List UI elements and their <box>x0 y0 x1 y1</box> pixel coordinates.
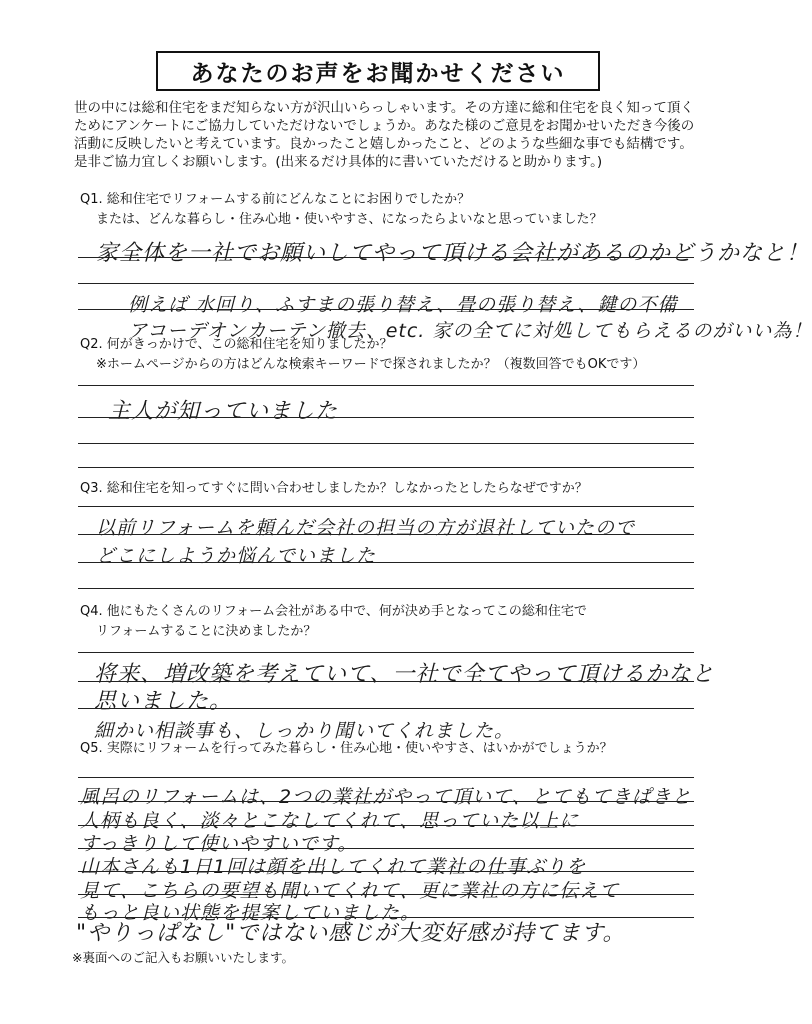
answer-rule <box>78 708 694 709</box>
answer-rule <box>78 801 694 802</box>
q5-answer-line: もっと良い状態を提案していました。 <box>80 902 421 924</box>
q3-question: Q3. 総和住宅を知ってすぐに問い合わせしましたか？しなかったとしたらなぜですか？ <box>80 481 588 496</box>
answer-rule <box>78 443 694 444</box>
q4-answer-line: 細かい相談事も、しっかり聞いてくれました。 <box>94 720 515 742</box>
page-title: あなたのお声をお聞かせください <box>156 51 600 91</box>
answer-rule <box>78 534 694 535</box>
answer-rule <box>78 777 694 778</box>
q1-answer-line: アコーデオンカーテン撤去、etc. 家の全てに対処してもらえるのがいい為！ <box>128 320 812 342</box>
q5-answer-line: 人柄も良く、淡々とこなしてくれて、思っていた以上に <box>80 810 580 832</box>
q4-subquestion: リフォームすることに決めましたか？ <box>96 624 317 639</box>
answer-rule <box>78 417 694 418</box>
q4-answer-line: 思いました。 <box>94 689 233 714</box>
answer-rule <box>78 871 694 872</box>
q4-question: Q4. 他にもたくさんのリフォーム会社がある中で、何が決め手となってこの総和住宅で <box>80 604 587 619</box>
q5-question: Q5. 実際にリフォームを行ってみた暮らし・住み心地・使いやすさ、はいかがでしょうか？ <box>80 741 613 756</box>
q3-answer-line: どこにしようか悩んでいました <box>96 545 377 567</box>
answer-rule <box>78 467 694 468</box>
q5-answer-line: 見て、こちらの要望も聞いてくれて、更に業社の方に伝えて <box>80 880 620 902</box>
answer-rule <box>78 257 694 258</box>
answer-rule <box>78 283 694 284</box>
answer-rule <box>78 562 694 563</box>
answer-rule <box>78 385 694 386</box>
q5-answer-line: 山本さんも1日1回は顔を出してくれて業社の仕事ぶりを <box>80 856 587 878</box>
intro-line: 是非ご協力宜しくお願いします。(出来るだけ具体的に書いていただけると助かります。) <box>74 154 603 170</box>
q5-answer-line: 風呂のリフォームは、2つの業社がやって頂いて、とてもてきぱきと <box>80 786 692 808</box>
answer-rule <box>78 681 694 682</box>
q4-answer-line: 将来、増改築を考えていて、一社で全てやって頂けるかなと <box>94 662 715 687</box>
footer-note: ※裏面へのご記入もお願いいたします。 <box>72 950 294 965</box>
q2-question: Q2. 何がきっかけで、この総和住宅を知りましたか？ <box>80 337 393 352</box>
q2-subquestion: ※ホームページからの方はどんな検索キーワードで探されましたか？（複数回答でもOKです） <box>96 357 646 372</box>
answer-rule <box>78 309 694 310</box>
intro-line: ためにアンケートにご協力していただけないでしょうか。あなた様のご意見をお聞かせいただき今後の <box>74 118 695 134</box>
answer-rule <box>78 506 694 507</box>
q2-answer-line: 主人が知っていました <box>108 399 339 424</box>
intro-line: 世の中には総和住宅をまだ知らない方が沢山いらっしゃいます。その方達に総和住宅を良く知って頂く <box>74 100 694 116</box>
answer-rule <box>78 894 694 895</box>
q1-answer-line: 家全体を一社でお願いしてやって頂ける会社があるのかどうかなと！ <box>96 241 810 266</box>
q5-answer-line: "やりっぱなし"ではない感じが大変好感が持てます。 <box>76 921 626 946</box>
answer-rule <box>78 825 694 826</box>
answer-rule <box>78 652 694 653</box>
q1-answer-line: 例えば 水回り、ふすまの張り替え、畳の張り替え、鍵の不備 <box>128 294 678 316</box>
q1-subquestion: または、どんな暮らし・住み心地・使いやすさ、になったらよいなと思っていました？ <box>96 212 603 227</box>
q1-question: Q1. 総和住宅でリフォームする前にどんなことにお困りでしたか？ <box>80 192 471 207</box>
answer-rule <box>78 917 694 918</box>
intro-text <box>74 99 694 171</box>
intro-line: 活動に反映したいと考えています。良かったこと嬉しかったこと、どのような些細な事でも結構です。 <box>74 136 693 152</box>
q3-answer-line: 以前リフォームを頼んだ会社の担当の方が退社していたので <box>96 517 636 539</box>
q5-answer-line: すっきりして使いやすいです。 <box>80 833 358 855</box>
answer-rule <box>78 848 694 849</box>
answer-rule <box>78 588 694 589</box>
